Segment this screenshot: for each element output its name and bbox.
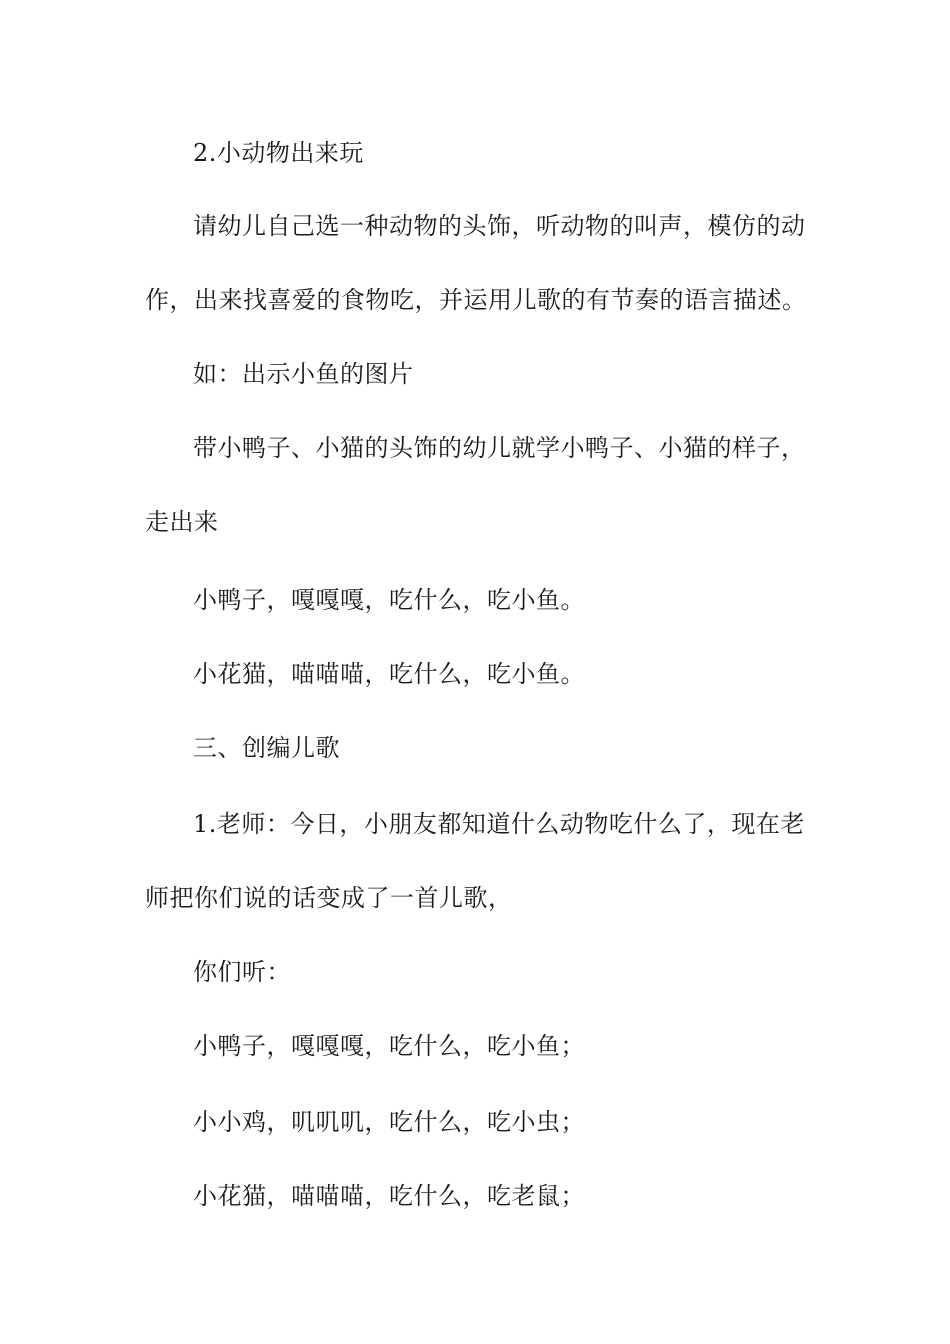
paragraph-line: 师把你们说的话变成了一首儿歌，: [145, 884, 513, 912]
paragraph-line: 带小鸭子、小猫的头饰的幼儿就学小鸭子、小猫的样子，: [193, 434, 806, 462]
paragraph-line: 1.老师：今日，小朋友都知道什么动物吃什么了，现在老: [193, 810, 805, 838]
paragraph-line: 作，出来找喜爱的食物吃，并运用儿歌的有节奏的语言描述。: [145, 286, 807, 314]
rhyme-line: 小花猫，喵喵喵，吃什么，吃老鼠；: [193, 1182, 585, 1210]
rhyme-line: 小花猫，喵喵喵，吃什么，吃小鱼。: [193, 660, 585, 688]
rhyme-line: 小小鸡，叽叽叽，吃什么，吃小虫；: [193, 1108, 585, 1136]
paragraph-line: 如：出示小鱼的图片: [193, 360, 414, 388]
section-heading-create-rhyme: 三、创编儿歌: [193, 734, 340, 762]
section-heading-animals-come-out: 2.小动物出来玩: [193, 139, 364, 167]
rhyme-line: 小鸭子，嘎嘎嘎，吃什么，吃小鱼。: [193, 586, 585, 614]
paragraph-line: 请幼儿自己选一种动物的头饰，听动物的叫声，模仿的动: [193, 212, 806, 240]
paragraph-line: 你们听：: [193, 958, 291, 986]
rhyme-line: 小鸭子，嘎嘎嘎，吃什么，吃小鱼；: [193, 1032, 585, 1060]
paragraph-line: 走出来: [145, 508, 219, 536]
